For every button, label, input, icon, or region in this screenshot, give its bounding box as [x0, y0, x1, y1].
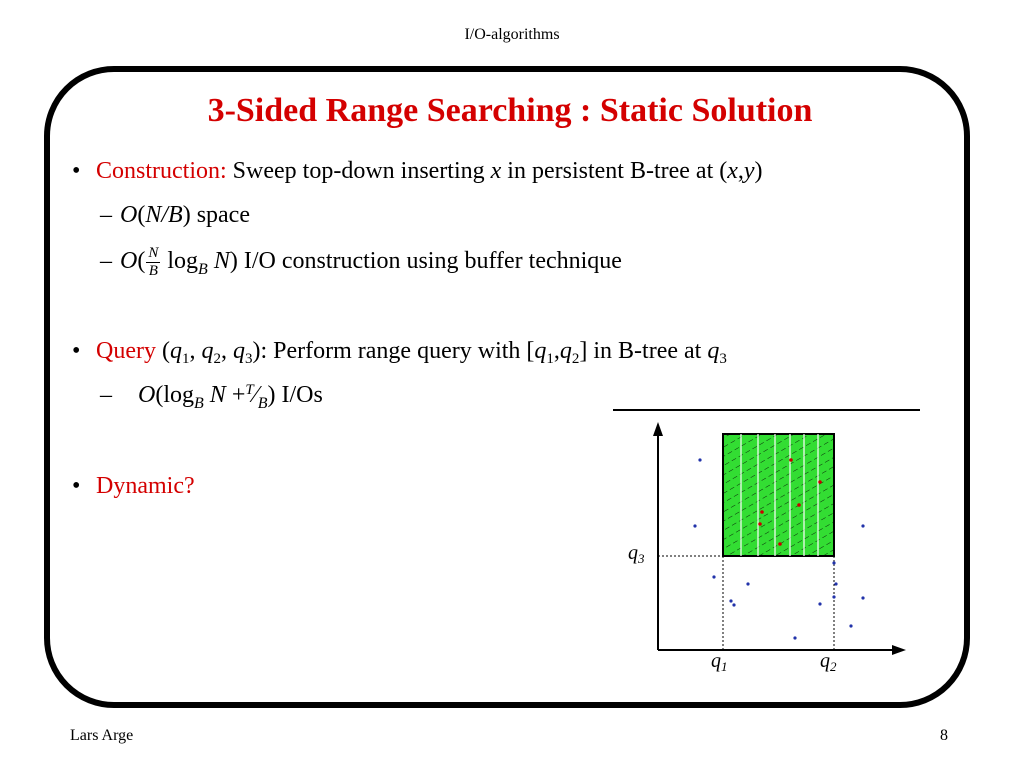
point — [849, 624, 852, 627]
ioc-rest: I/O construction using buffer technique — [237, 248, 622, 275]
query-sep: , — [220, 338, 233, 364]
dash: – — [100, 248, 112, 275]
slide-title: 3-Sided Range Searching : Static Solution — [207, 92, 813, 129]
subbullet-query-io — [100, 382, 323, 412]
query-range-comma: , — [553, 338, 560, 364]
query-q1: q — [169, 338, 182, 364]
query-at-q3: q — [707, 338, 720, 364]
query-q3: q — [232, 338, 245, 364]
point — [832, 595, 835, 598]
point — [746, 582, 749, 585]
q3-letter: q — [628, 542, 638, 564]
point — [797, 503, 801, 507]
construction-x: x — [490, 158, 502, 184]
q2-label — [820, 650, 837, 675]
q2-letter: q — [820, 650, 830, 672]
bullet-query — [72, 338, 727, 368]
bullet-construction — [72, 158, 763, 185]
point — [793, 636, 796, 639]
q1-label — [711, 650, 728, 675]
point — [818, 602, 821, 605]
y-axis-arrow-icon — [653, 422, 663, 436]
space-rest: space — [190, 202, 250, 228]
query-range-q1-sub: 1 — [546, 351, 554, 367]
ioc-num: N — [148, 245, 159, 261]
subbullet-space — [100, 202, 250, 229]
point — [760, 510, 764, 514]
b-tree-level-line — [613, 409, 920, 411]
qio-rest: I/Os — [275, 382, 323, 408]
point — [712, 575, 715, 578]
query-range-q1: q — [534, 338, 547, 364]
point — [818, 480, 822, 484]
space-open: ( — [137, 202, 146, 228]
point — [698, 458, 701, 461]
dash: – — [100, 382, 112, 408]
ioc-log: log — [161, 248, 199, 275]
q1-sub: 1 — [721, 659, 728, 674]
x-axis-arrow-icon — [892, 645, 906, 655]
ioc-close: ) — [229, 248, 238, 275]
construction-coord-y: y — [743, 158, 755, 184]
query-range-q2: q — [559, 338, 572, 364]
dynamic-label: Dynamic? — [96, 473, 195, 499]
dash: – — [100, 202, 112, 228]
space-close: ) — [182, 202, 191, 228]
query-q2: q — [201, 338, 214, 364]
bullet-dot: • — [72, 158, 81, 184]
query-range-q2-sub: 2 — [571, 351, 580, 367]
ioc-den: B — [148, 263, 158, 279]
q1-letter: q — [711, 650, 721, 672]
query-label: Query — [96, 338, 156, 364]
qio-O: O — [138, 382, 156, 408]
point — [778, 542, 782, 546]
qio-N: N — [203, 382, 226, 408]
space-nb: N/B — [145, 202, 183, 228]
header-title: I/O-algorithms — [464, 26, 560, 43]
query-box-hatch — [723, 434, 834, 556]
point — [732, 603, 735, 606]
subbullet-io-construction — [100, 245, 622, 280]
point — [729, 599, 732, 602]
query-region — [723, 434, 834, 556]
qio-open: (log — [155, 382, 195, 408]
ioc-O: O — [120, 248, 138, 275]
bullet-dot: • — [72, 473, 81, 499]
qio-plus: + — [225, 382, 246, 408]
bullet-dynamic — [72, 473, 195, 500]
point — [861, 524, 864, 527]
ioc-base: B — [198, 261, 208, 279]
query-text: ): Perform range query with [ — [252, 338, 535, 364]
query-text-b: ] in B-tree at — [579, 338, 708, 364]
range-query-figure — [610, 420, 920, 680]
qio-close: ) — [267, 382, 276, 408]
qio-slash: ⁄ — [253, 382, 258, 408]
footer-page-number: 8 — [940, 727, 948, 744]
construction-close: ) — [754, 158, 763, 184]
construction-comma: , — [737, 158, 744, 184]
q3-sub: 3 — [638, 551, 645, 566]
q2-sub: 2 — [830, 659, 837, 674]
footer-author: Lars Arge — [70, 727, 134, 744]
bullet-dot: • — [72, 338, 81, 364]
construction-text-b: in persistent B-tree at ( — [501, 158, 728, 184]
construction-text-a: Sweep top-down inserting — [226, 158, 491, 184]
point — [693, 524, 696, 527]
ioc-open: ( — [137, 248, 146, 275]
ioc-N: N — [207, 248, 230, 275]
q3-label — [628, 542, 645, 567]
query-sep: , — [189, 338, 202, 364]
point — [834, 582, 837, 585]
query-q1-sub: 1 — [181, 351, 190, 367]
space-O: O — [120, 202, 138, 228]
query-q2-sub: 2 — [213, 351, 221, 367]
point — [789, 458, 793, 462]
ioc-fraction — [146, 245, 160, 280]
qio-base: B — [194, 395, 204, 412]
query-q3-sub: 3 — [244, 351, 253, 367]
point — [758, 522, 762, 526]
construction-label: Construction: — [96, 158, 227, 184]
qio-T: T — [245, 382, 254, 398]
point — [861, 596, 864, 599]
construction-coord-x: x — [727, 158, 738, 184]
query-open: ( — [155, 338, 170, 364]
query-at-q3-sub: 3 — [719, 351, 727, 367]
qio-B: B — [257, 395, 268, 412]
point — [832, 561, 835, 564]
